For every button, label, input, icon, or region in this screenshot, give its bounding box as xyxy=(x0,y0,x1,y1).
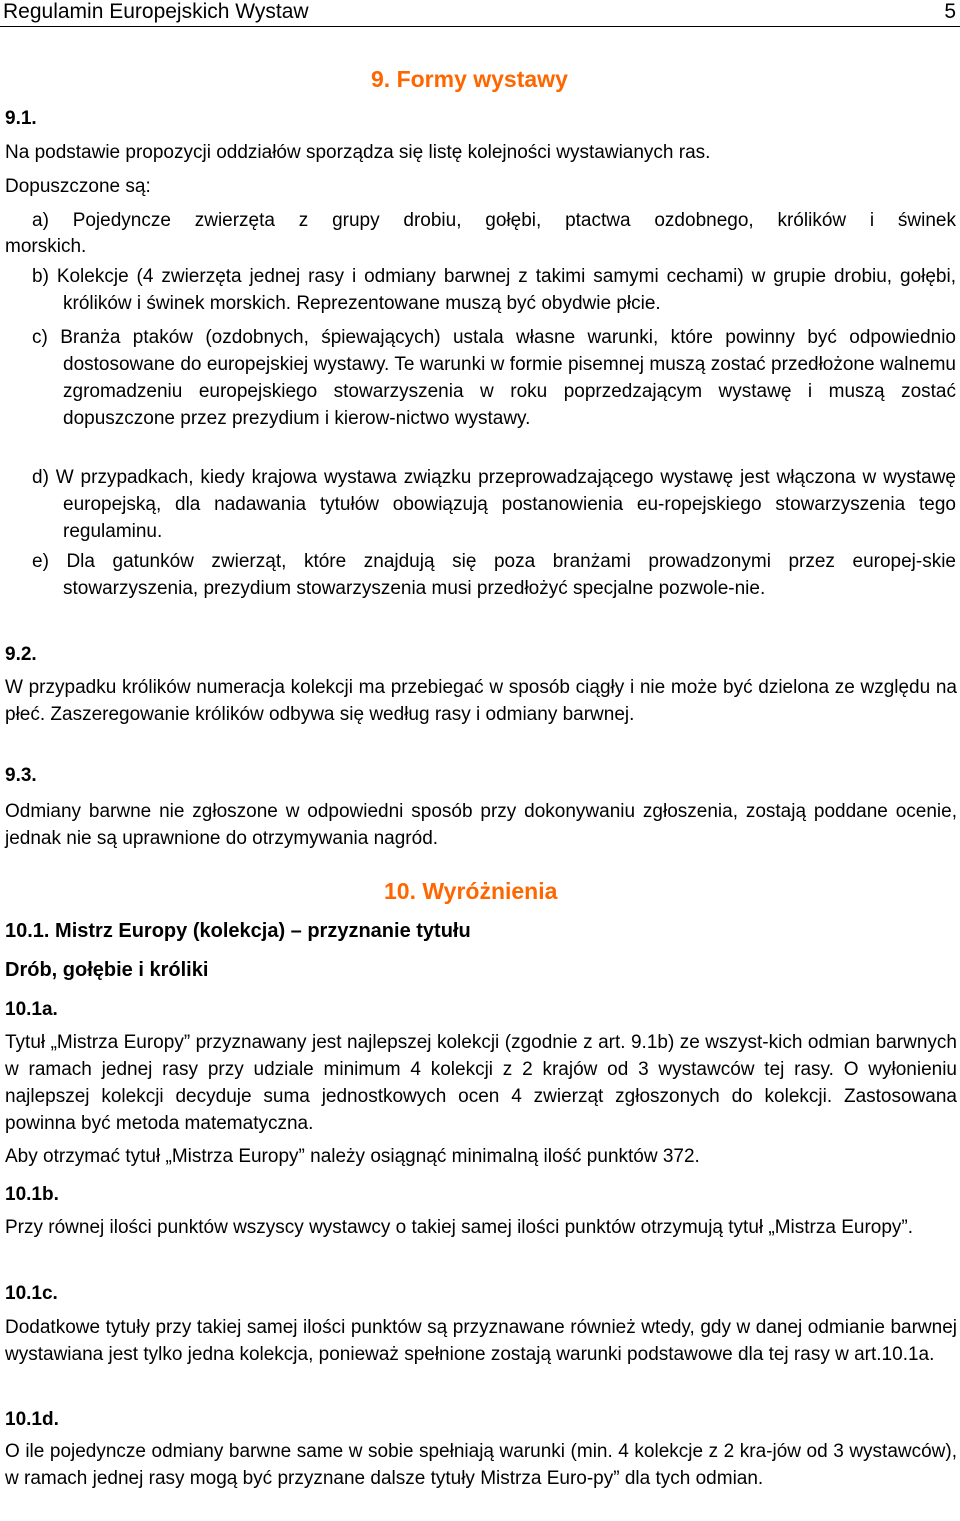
item-b: b) Kolekcje (4 zwierzęta jednej rasy i odmiany barwnej z takimi samymi cechami) w grupie drobiu, gołębi, królików i świnek morskich. Reprezentowane muszą być obydwie płcie. xyxy=(32,266,956,314)
category-heading: Drób, gołębie i króliki xyxy=(5,959,209,981)
section-9-title: 9. Formy wystawy xyxy=(371,66,568,92)
item-d: d) W przypadkach, kiedy krajowa wystawa związku przeprowadzającego wystawę jest włączona w wystawę europejską, dla nadawania tytułów obowiązują postanowienia eu-ropejskiego stowarzyszenia tego regulaminu. xyxy=(32,467,956,542)
item-a-line2: morskich. xyxy=(5,236,87,257)
subsection-9-1-number: 9.1. xyxy=(5,108,37,129)
document-title: Regulamin Europejskich Wystaw xyxy=(3,0,309,23)
subsection-9-2-number: 9.2. xyxy=(5,644,37,665)
subsection-10-1c-text: Dodatkowe tytuły przy takiej samej ilości punktów są przyznawane również wtedy, gdy w danej odmianie barwnej wystawiana jest tylko jedna kolekcja, ponieważ spełnione zostają warunki podstawowe dla tej rasy w art.10.1a. xyxy=(5,1317,957,1365)
subsection-10-1a-points: Aby otrzymać tytuł „Mistrza Europy” należy osiągnąć minimalną ilość punktów 372. xyxy=(5,1146,700,1167)
subsection-9-1-intro: Na podstawie propozycji oddziałów sporządza się listę kolejności wystawianych ras. xyxy=(5,142,711,163)
item-e: e) Dla gatunków zwierząt, które znajdują się poza branżami prowadzonymi przez europej-skie stowarzyszenia, prezydium stowarzyszenia musi przedłożyć specjalne pozwole-nie. xyxy=(32,551,956,599)
subsection-9-3-text: Odmiany barwne nie zgłoszone w odpowiedni sposób przy dokonywaniu zgłoszenia, zostają poddane ocenie, jednak nie są uprawnione do otrzymywania nagród. xyxy=(5,801,957,849)
subsection-10-1b-text: Przy równej ilości punktów wszyscy wystawcy o takiej samej ilości punktów otrzymują tytuł „Mistrza Europy”. xyxy=(5,1217,914,1238)
subsection-10-1d-number: 10.1d. xyxy=(5,1409,59,1430)
subsection-10-1d-text: O ile pojedyncze odmiany barwne same w sobie spełniają warunki (min. 4 kolekcje z 2 kra-jów od 3 wystawców), w ramach jednej rasy mogą być przyznane dalsze tytuły Mistrza Euro-py” dla tych odmian. xyxy=(5,1441,957,1489)
subsection-10-1c-number: 10.1c. xyxy=(5,1283,58,1304)
allowed-label: Dopuszczone są: xyxy=(5,176,151,197)
item-c: c) Branża ptaków (ozdobnych, śpiewających) ustala własne warunki, które powinny być odpowiednio dostosowane do europejskiej wystawy. Te warunki w formie pisemnej muszą zostać przedłożone walnemu zgromadzeniu europejskiego stowarzyszenia w roku poprzedzającym wystawę i muszą zostać dopuszczone przez prezydium i kierow-nictwo wystawy. xyxy=(32,327,956,429)
item-a-line1: a) Pojedyncze zwierzęta z grupy drobiu, gołębi, ptactwa ozdobnego, królików i świnek xyxy=(32,210,956,231)
subsection-10-1b-number: 10.1b. xyxy=(5,1184,59,1205)
page-number: 5 xyxy=(944,0,956,23)
subsection-10-1-title: 10.1. Mistrz Europy (kolekcja) – przyznanie tytułu xyxy=(5,920,471,942)
page-header xyxy=(0,0,960,27)
subsection-10-1a-number: 10.1a. xyxy=(5,999,58,1020)
subsection-9-2-text: W przypadku królików numeracja kolekcji ma przebiegać w sposób ciągły i nie może być dzielona ze względu na płeć. Zaszeregowanie królików odbywa się według rasy i odmiany barwnej. xyxy=(5,677,957,725)
subsection-10-1a-text: Tytuł „Mistrza Europy” przyznawany jest najlepszej kolekcji (zgodnie z art. 9.1b) ze wszyst-kich odmian barwnych w ramach jednej rasy przy udziale minimum 4 kolekcji z 2 krajów od 3 wystawców tej rasy. O wyłonieniu najlepszej kolekcji decyduje suma jednostkowych ocen 4 zwierząt zgłoszonych do kolekcji. Zastosowana powinna być metoda matematyczna. xyxy=(5,1032,957,1134)
subsection-9-3-number: 9.3. xyxy=(5,765,37,786)
section-10-title: 10. Wyróżnienia xyxy=(384,878,558,904)
